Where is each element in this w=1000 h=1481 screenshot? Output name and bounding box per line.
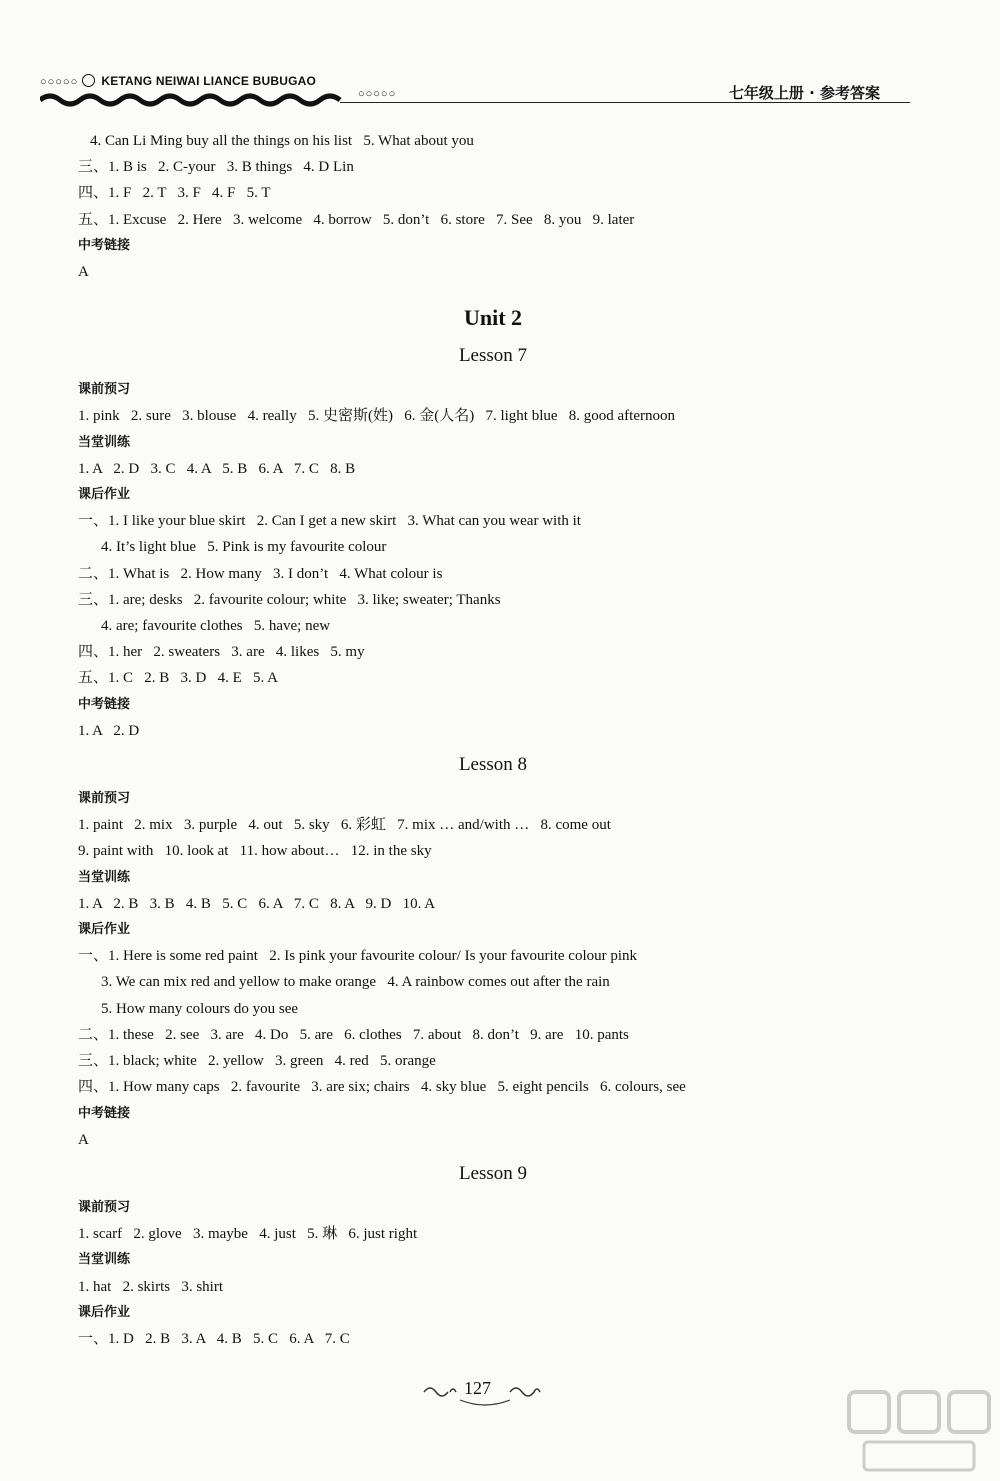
answer-line: 4. are; favourite clothes 5. have; new xyxy=(101,618,331,635)
page-footer xyxy=(420,1376,550,1406)
answer-line: 一、1. D 2. B 3. A 4. B 5. C 6. A 7. C xyxy=(78,1330,350,1347)
answer-line: 三、1. black; white 2. yellow 3. green 4. red 5. orange xyxy=(78,1053,436,1070)
header-series-title xyxy=(40,74,316,88)
answer-line: 四、1. F 2. T 3. F 4. F 5. T xyxy=(78,185,271,202)
section-label: 课前预习 xyxy=(78,1199,131,1215)
page-number: 127 xyxy=(464,1378,491,1398)
answer-line: 3. We can mix red and yellow to make orange 4. A rainbow comes out after the rain xyxy=(101,974,610,991)
header-wave-ornament-icon xyxy=(40,90,350,108)
answer-line: 二、1. What is 2. How many 3. I don’t 4. What colour is xyxy=(78,565,443,582)
watermark-logo-icon xyxy=(844,1387,994,1477)
section-label: 当堂训练 xyxy=(78,434,131,450)
header-dots-icon: ○○○○○ xyxy=(40,76,79,88)
section-label: 课前预习 xyxy=(78,791,131,807)
header-book-title: 七年级上册 · 参考答案 xyxy=(728,84,880,102)
header-logo-icon xyxy=(82,74,95,87)
answer-line: 1. A 2. D xyxy=(78,722,140,739)
answer-line: 五、1. C 2. B 3. D 4. E 5. A xyxy=(78,670,279,687)
answer-line: A xyxy=(78,1131,89,1148)
section-label: 中考链接 xyxy=(78,696,131,712)
answer-line: 4. Can Li Ming buy all the things on his list 5. What about you xyxy=(90,133,474,149)
answer-line: 四、1. her 2. sweaters 3. are 4. likes 5. my xyxy=(78,644,365,661)
unit-title: Unit 2 xyxy=(463,305,523,331)
answer-content xyxy=(78,128,908,1352)
answer-line: 9. paint with 10. look at 11. how about… 12. in the sky xyxy=(78,843,432,860)
lesson-title: Lesson 9 xyxy=(458,1162,528,1184)
lesson-title: Lesson 8 xyxy=(458,754,528,776)
answer-line: 1. hat 2. skirts 3. shirt xyxy=(78,1278,223,1295)
answer-line: 1. paint 2. mix 3. purple 4. out 5. sky 6. 彩虹 7. mix … and/with … 8. come out xyxy=(78,817,611,834)
lesson-title: Lesson 7 xyxy=(458,345,528,367)
section-label: 课后作业 xyxy=(78,922,131,938)
answer-line: 一、1. Here is some red paint 2. Is pink your favourite colour/ Is your favourite colour pink xyxy=(78,948,638,965)
answer-line: A xyxy=(78,264,89,281)
answer-line: 一、1. I like your blue skirt 2. Can I get a new skirt 3. What can you wear with it xyxy=(78,513,581,530)
answer-line: 三、1. B is 2. C-your 3. B things 4. D Lin xyxy=(78,159,354,176)
answer-line: 1. scarf 2. glove 3. maybe 4. just 5. 琳 6. just right xyxy=(78,1226,418,1243)
answer-line: 1. pink 2. sure 3. blouse 4. really 5. 史密斯(姓) 6. 金(人名) 7. light blue 8. good afternoon xyxy=(78,408,675,425)
answer-line: 二、1. these 2. see 3. are 4. Do 5. are 6. clothes 7. about 8. don’t 9. are 10. pants xyxy=(78,1026,629,1043)
section-label: 中考链接 xyxy=(78,237,131,253)
page-header xyxy=(40,74,910,108)
section-label: 当堂训练 xyxy=(78,869,131,885)
answer-line: 三、1. are; desks 2. favourite colour; white 3. like; sweater; Thanks xyxy=(78,591,501,608)
answer-line: 5. How many colours do you see xyxy=(101,1000,299,1017)
answer-line: 1. A 2. B 3. B 4. B 5. C 6. A 7. C 8. A 9. D 10. A xyxy=(78,895,436,912)
answer-line: 五、1. Excuse 2. Here 3. welcome 4. borrow 5. don’t 6. store 7. See 8. you 9. later xyxy=(78,211,635,228)
section-label: 课后作业 xyxy=(78,487,131,503)
answer-line: 4. It’s light blue 5. Pink is my favourite colour xyxy=(101,539,387,556)
section-label: 当堂训练 xyxy=(78,1252,131,1268)
answer-line: 1. A 2. D 3. C 4. A 5. B 6. A 7. C 8. B xyxy=(78,460,356,477)
answer-line: 四、1. How many caps 2. favourite 3. are six; chairs 4. sky blue 5. eight pencils 6. colours, see xyxy=(78,1079,686,1096)
header-series-text: KETANG NEIWAI LIANCE BUBUGAO xyxy=(101,74,317,88)
section-label: 课后作业 xyxy=(78,1304,131,1320)
section-label: 中考链接 xyxy=(78,1105,131,1121)
section-label: 课前预习 xyxy=(78,382,131,398)
header-dots-icon: ○○○○○ xyxy=(358,88,397,100)
